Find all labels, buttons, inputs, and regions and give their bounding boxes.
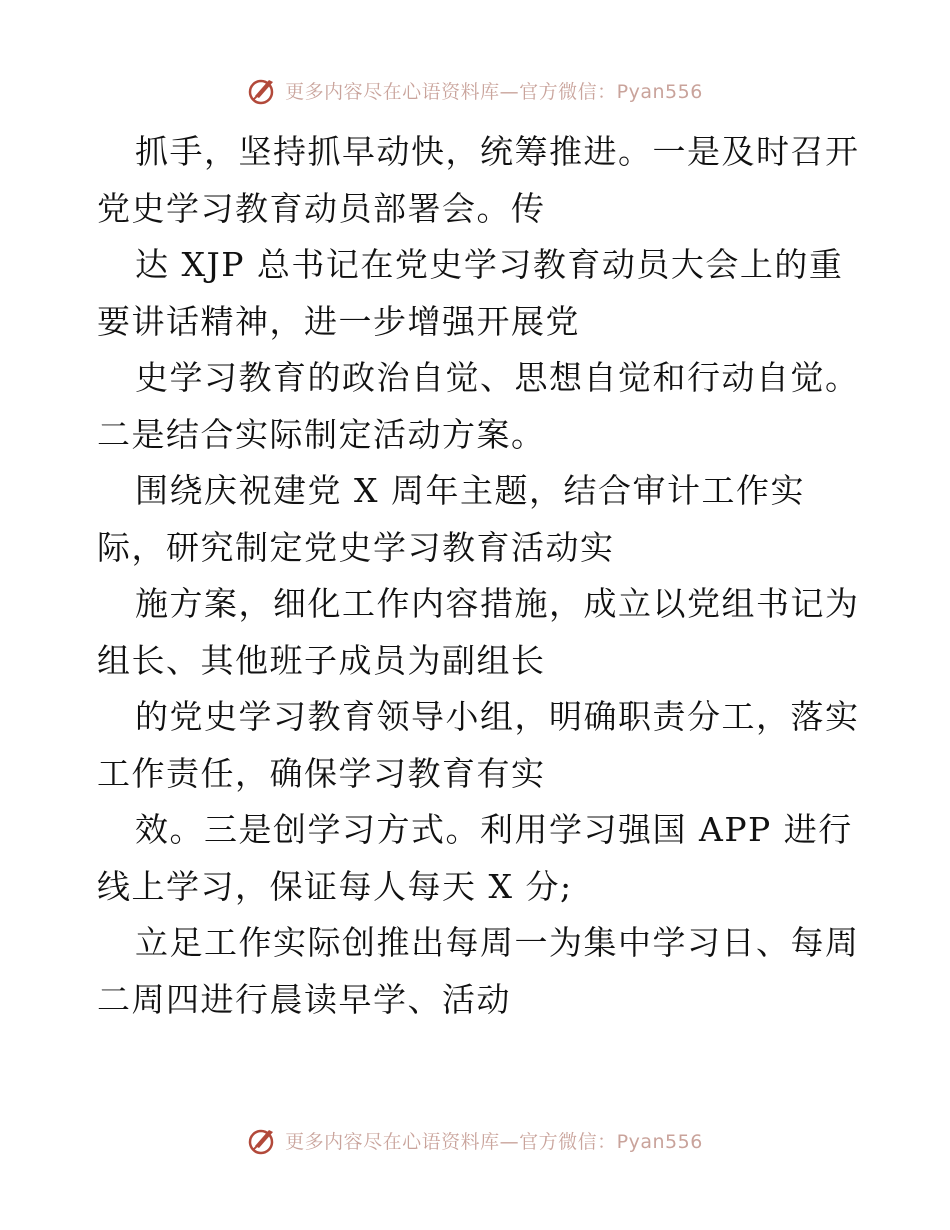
body-line: 围绕庆祝建党 X 周年主题，结合审计工作实 — [135, 471, 805, 510]
document-body — [97, 124, 877, 1028]
body-line: 效。三是创学习方式。利用学习强国 APP 进行 — [135, 810, 853, 849]
footer-watermark — [0, 1120, 950, 1160]
body-line: 工作责任，确保学习教育有实 — [97, 753, 546, 793]
quill-pen-seal-icon — [247, 1124, 279, 1156]
watermark-text: 更多内容尽在心语资料库—官方微信：Pyan556 — [285, 1130, 703, 1153]
header-watermark — [0, 70, 950, 110]
body-line: 施方案，细化工作内容措施，成立以党组书记为 — [135, 584, 860, 623]
body-line: 抓手，坚持抓早动快，统筹推进。一是及时召开 — [135, 132, 860, 171]
body-line: 线上学习，保证每人每天 X 分; — [97, 866, 573, 906]
body-line: 二周四进行晨读早学、活动 — [97, 979, 511, 1019]
watermark-text: 更多内容尽在心语资料库—官方微信：Pyan556 — [285, 80, 703, 103]
body-line: 组长、其他班子成员为副组长 — [97, 640, 546, 680]
body-line: 二是结合实际制定活动方案。 — [97, 414, 546, 454]
body-line: 党史学习教育动员部署会。传 — [97, 188, 546, 228]
body-line: 的党史学习教育领导小组，明确职责分工，落实 — [135, 697, 860, 736]
body-line: 史学习教育的政治自觉、思想自觉和行动自觉。 — [135, 358, 860, 397]
body-line: 要讲话精神，进一步增强开展党 — [97, 301, 580, 341]
quill-pen-seal-icon — [247, 74, 279, 106]
body-line: 立足工作实际创推出每周一为集中学习日、每周 — [135, 923, 860, 962]
wechat-id: Pyan556 — [616, 1130, 703, 1153]
body-line: 达 XJP 总书记在党史学习教育动员大会上的重 — [135, 245, 844, 284]
body-line: 际，研究制定党史学习教育活动实 — [97, 527, 615, 567]
wechat-id: Pyan556 — [616, 80, 703, 103]
